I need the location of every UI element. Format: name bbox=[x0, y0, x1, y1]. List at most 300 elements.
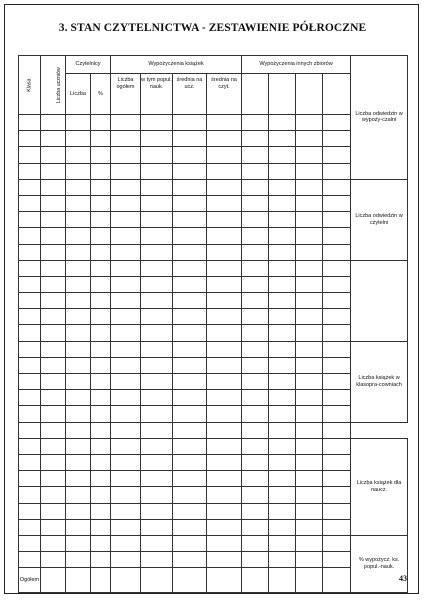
data-cell[interactable] bbox=[66, 115, 91, 131]
data-cell[interactable] bbox=[269, 147, 296, 163]
data-cell[interactable] bbox=[207, 519, 242, 535]
data-cell[interactable] bbox=[66, 212, 91, 228]
data-cell[interactable] bbox=[323, 260, 351, 276]
data-cell[interactable] bbox=[269, 131, 296, 147]
data-cell[interactable] bbox=[19, 212, 41, 228]
data-cell[interactable] bbox=[242, 260, 269, 276]
data-cell[interactable] bbox=[66, 260, 91, 276]
data-cell[interactable] bbox=[66, 552, 91, 568]
data-cell[interactable] bbox=[91, 487, 111, 503]
data-cell[interactable] bbox=[323, 357, 351, 373]
data-cell[interactable] bbox=[242, 552, 269, 568]
data-cell[interactable] bbox=[173, 195, 207, 211]
data-cell[interactable] bbox=[91, 535, 111, 551]
data-cell[interactable] bbox=[173, 422, 207, 438]
total-cell[interactable] bbox=[173, 568, 207, 593]
data-cell[interactable] bbox=[19, 179, 41, 195]
data-cell[interactable] bbox=[19, 341, 41, 357]
data-cell[interactable] bbox=[269, 293, 296, 309]
data-cell[interactable] bbox=[41, 260, 66, 276]
data-cell[interactable] bbox=[296, 115, 323, 131]
data-cell[interactable] bbox=[111, 552, 141, 568]
data-cell[interactable] bbox=[91, 228, 111, 244]
data-cell[interactable] bbox=[207, 454, 242, 470]
data-cell[interactable] bbox=[269, 454, 296, 470]
data-cell[interactable] bbox=[242, 454, 269, 470]
data-cell[interactable] bbox=[91, 471, 111, 487]
data-cell[interactable] bbox=[269, 374, 296, 390]
data-cell[interactable] bbox=[41, 179, 66, 195]
data-cell[interactable] bbox=[19, 374, 41, 390]
data-cell[interactable] bbox=[269, 195, 296, 211]
data-cell[interactable] bbox=[66, 228, 91, 244]
data-cell[interactable] bbox=[323, 552, 351, 568]
data-cell[interactable] bbox=[66, 454, 91, 470]
data-cell[interactable] bbox=[66, 503, 91, 519]
data-cell[interactable] bbox=[207, 325, 242, 341]
data-cell[interactable] bbox=[242, 471, 269, 487]
data-cell[interactable] bbox=[323, 179, 351, 195]
data-cell[interactable] bbox=[19, 471, 41, 487]
data-cell[interactable] bbox=[296, 357, 323, 373]
data-cell[interactable] bbox=[296, 163, 323, 179]
data-cell[interactable] bbox=[296, 487, 323, 503]
total-cell[interactable] bbox=[296, 568, 323, 593]
data-cell[interactable] bbox=[296, 244, 323, 260]
data-cell[interactable] bbox=[173, 503, 207, 519]
data-cell[interactable] bbox=[41, 325, 66, 341]
data-cell[interactable] bbox=[207, 374, 242, 390]
data-cell[interactable] bbox=[19, 503, 41, 519]
data-cell[interactable] bbox=[111, 519, 141, 535]
data-cell[interactable] bbox=[173, 309, 207, 325]
data-cell[interactable] bbox=[111, 454, 141, 470]
data-cell[interactable] bbox=[173, 228, 207, 244]
data-cell[interactable] bbox=[141, 454, 173, 470]
data-cell[interactable] bbox=[111, 438, 141, 454]
data-cell[interactable] bbox=[111, 195, 141, 211]
data-cell[interactable] bbox=[66, 195, 91, 211]
data-cell[interactable] bbox=[66, 276, 91, 292]
data-cell[interactable] bbox=[269, 228, 296, 244]
total-cell[interactable] bbox=[269, 568, 296, 593]
data-cell[interactable] bbox=[323, 390, 351, 406]
data-cell[interactable] bbox=[91, 519, 111, 535]
data-cell[interactable] bbox=[41, 115, 66, 131]
data-cell[interactable] bbox=[173, 406, 207, 422]
data-cell[interactable] bbox=[91, 357, 111, 373]
data-cell[interactable] bbox=[66, 438, 91, 454]
data-cell[interactable] bbox=[323, 422, 351, 438]
data-cell[interactable] bbox=[141, 503, 173, 519]
data-cell[interactable] bbox=[296, 406, 323, 422]
data-cell[interactable] bbox=[141, 293, 173, 309]
data-cell[interactable] bbox=[111, 535, 141, 551]
data-cell[interactable] bbox=[66, 293, 91, 309]
data-cell[interactable] bbox=[242, 438, 269, 454]
data-cell[interactable] bbox=[41, 438, 66, 454]
data-cell[interactable] bbox=[323, 212, 351, 228]
data-cell[interactable] bbox=[66, 341, 91, 357]
data-cell[interactable] bbox=[269, 163, 296, 179]
data-cell[interactable] bbox=[19, 454, 41, 470]
data-cell[interactable] bbox=[19, 195, 41, 211]
data-cell[interactable] bbox=[91, 552, 111, 568]
data-cell[interactable] bbox=[242, 293, 269, 309]
data-cell[interactable] bbox=[323, 115, 351, 131]
data-cell[interactable] bbox=[41, 195, 66, 211]
data-cell[interactable] bbox=[296, 309, 323, 325]
data-cell[interactable] bbox=[269, 325, 296, 341]
data-cell[interactable] bbox=[207, 341, 242, 357]
data-cell[interactable] bbox=[242, 325, 269, 341]
data-cell[interactable] bbox=[173, 341, 207, 357]
data-cell[interactable] bbox=[269, 438, 296, 454]
data-cell[interactable] bbox=[242, 195, 269, 211]
data-cell[interactable] bbox=[91, 438, 111, 454]
data-cell[interactable] bbox=[41, 276, 66, 292]
data-cell[interactable] bbox=[296, 471, 323, 487]
data-cell[interactable] bbox=[296, 341, 323, 357]
data-cell[interactable] bbox=[269, 519, 296, 535]
data-cell[interactable] bbox=[296, 260, 323, 276]
data-cell[interactable] bbox=[66, 390, 91, 406]
data-cell[interactable] bbox=[19, 535, 41, 551]
data-cell[interactable] bbox=[242, 503, 269, 519]
data-cell[interactable] bbox=[323, 131, 351, 147]
data-cell[interactable] bbox=[41, 390, 66, 406]
data-cell[interactable] bbox=[323, 341, 351, 357]
data-cell[interactable] bbox=[323, 309, 351, 325]
data-cell[interactable] bbox=[173, 390, 207, 406]
data-cell[interactable] bbox=[269, 357, 296, 373]
data-cell[interactable] bbox=[141, 244, 173, 260]
data-cell[interactable] bbox=[66, 163, 91, 179]
data-cell[interactable] bbox=[269, 309, 296, 325]
data-cell[interactable] bbox=[66, 244, 91, 260]
data-cell[interactable] bbox=[91, 293, 111, 309]
data-cell[interactable] bbox=[296, 454, 323, 470]
data-cell[interactable] bbox=[41, 357, 66, 373]
data-cell[interactable] bbox=[66, 406, 91, 422]
data-cell[interactable] bbox=[173, 438, 207, 454]
data-cell[interactable] bbox=[19, 309, 41, 325]
data-cell[interactable] bbox=[111, 487, 141, 503]
data-cell[interactable] bbox=[91, 503, 111, 519]
data-cell[interactable] bbox=[242, 276, 269, 292]
data-cell[interactable] bbox=[141, 374, 173, 390]
data-cell[interactable] bbox=[207, 406, 242, 422]
data-cell[interactable] bbox=[242, 535, 269, 551]
data-cell[interactable] bbox=[207, 228, 242, 244]
data-cell[interactable] bbox=[296, 535, 323, 551]
data-cell[interactable] bbox=[141, 276, 173, 292]
data-cell[interactable] bbox=[173, 115, 207, 131]
data-cell[interactable] bbox=[269, 406, 296, 422]
data-cell[interactable] bbox=[91, 390, 111, 406]
data-cell[interactable] bbox=[19, 115, 41, 131]
data-cell[interactable] bbox=[269, 212, 296, 228]
data-cell[interactable] bbox=[207, 276, 242, 292]
data-cell[interactable] bbox=[242, 115, 269, 131]
data-cell[interactable] bbox=[91, 195, 111, 211]
data-cell[interactable] bbox=[296, 374, 323, 390]
data-cell[interactable] bbox=[41, 406, 66, 422]
data-cell[interactable] bbox=[111, 357, 141, 373]
data-cell[interactable] bbox=[41, 147, 66, 163]
data-cell[interactable] bbox=[323, 519, 351, 535]
data-cell[interactable] bbox=[207, 195, 242, 211]
data-cell[interactable] bbox=[323, 195, 351, 211]
data-cell[interactable] bbox=[269, 260, 296, 276]
data-cell[interactable] bbox=[269, 179, 296, 195]
data-cell[interactable] bbox=[19, 163, 41, 179]
data-cell[interactable] bbox=[141, 212, 173, 228]
data-cell[interactable] bbox=[173, 374, 207, 390]
data-cell[interactable] bbox=[173, 487, 207, 503]
data-cell[interactable] bbox=[66, 535, 91, 551]
data-cell[interactable] bbox=[323, 406, 351, 422]
data-cell[interactable] bbox=[19, 438, 41, 454]
data-cell[interactable] bbox=[141, 325, 173, 341]
data-cell[interactable] bbox=[173, 212, 207, 228]
data-cell[interactable] bbox=[173, 244, 207, 260]
data-cell[interactable] bbox=[111, 228, 141, 244]
data-cell[interactable] bbox=[207, 147, 242, 163]
data-cell[interactable] bbox=[111, 260, 141, 276]
data-cell[interactable] bbox=[66, 309, 91, 325]
data-cell[interactable] bbox=[141, 471, 173, 487]
data-cell[interactable] bbox=[19, 422, 41, 438]
data-cell[interactable] bbox=[207, 115, 242, 131]
data-cell[interactable] bbox=[91, 212, 111, 228]
data-cell[interactable] bbox=[111, 325, 141, 341]
data-cell[interactable] bbox=[242, 163, 269, 179]
data-cell[interactable] bbox=[207, 212, 242, 228]
data-cell[interactable] bbox=[111, 276, 141, 292]
data-cell[interactable] bbox=[296, 195, 323, 211]
data-cell[interactable] bbox=[207, 357, 242, 373]
data-cell[interactable] bbox=[111, 179, 141, 195]
data-cell[interactable] bbox=[91, 276, 111, 292]
total-cell[interactable] bbox=[141, 568, 173, 593]
data-cell[interactable] bbox=[242, 179, 269, 195]
data-cell[interactable] bbox=[111, 163, 141, 179]
data-cell[interactable] bbox=[91, 374, 111, 390]
data-cell[interactable] bbox=[242, 390, 269, 406]
data-cell[interactable] bbox=[19, 519, 41, 535]
total-cell[interactable] bbox=[207, 568, 242, 593]
data-cell[interactable] bbox=[173, 552, 207, 568]
data-cell[interactable] bbox=[141, 115, 173, 131]
data-cell[interactable] bbox=[66, 422, 91, 438]
data-cell[interactable] bbox=[41, 244, 66, 260]
data-cell[interactable] bbox=[269, 422, 296, 438]
data-cell[interactable] bbox=[207, 535, 242, 551]
data-cell[interactable] bbox=[91, 260, 111, 276]
data-cell[interactable] bbox=[111, 374, 141, 390]
data-cell[interactable] bbox=[269, 115, 296, 131]
data-cell[interactable] bbox=[323, 503, 351, 519]
data-cell[interactable] bbox=[207, 552, 242, 568]
data-cell[interactable] bbox=[296, 325, 323, 341]
data-cell[interactable] bbox=[207, 131, 242, 147]
data-cell[interactable] bbox=[19, 244, 41, 260]
data-cell[interactable] bbox=[66, 357, 91, 373]
data-cell[interactable] bbox=[269, 341, 296, 357]
data-cell[interactable] bbox=[323, 163, 351, 179]
data-cell[interactable] bbox=[296, 503, 323, 519]
data-cell[interactable] bbox=[207, 293, 242, 309]
data-cell[interactable] bbox=[41, 519, 66, 535]
data-cell[interactable] bbox=[242, 487, 269, 503]
data-cell[interactable] bbox=[141, 535, 173, 551]
total-cell[interactable] bbox=[242, 568, 269, 593]
data-cell[interactable] bbox=[41, 422, 66, 438]
data-cell[interactable] bbox=[111, 115, 141, 131]
data-cell[interactable] bbox=[19, 147, 41, 163]
data-cell[interactable] bbox=[41, 552, 66, 568]
data-cell[interactable] bbox=[173, 454, 207, 470]
data-cell[interactable] bbox=[141, 487, 173, 503]
data-cell[interactable] bbox=[19, 131, 41, 147]
data-cell[interactable] bbox=[242, 131, 269, 147]
data-cell[interactable] bbox=[91, 325, 111, 341]
data-cell[interactable] bbox=[207, 422, 242, 438]
data-cell[interactable] bbox=[111, 147, 141, 163]
data-cell[interactable] bbox=[66, 325, 91, 341]
data-cell[interactable] bbox=[173, 276, 207, 292]
data-cell[interactable] bbox=[269, 487, 296, 503]
data-cell[interactable] bbox=[66, 487, 91, 503]
data-cell[interactable] bbox=[141, 179, 173, 195]
data-cell[interactable] bbox=[269, 552, 296, 568]
data-cell[interactable] bbox=[296, 147, 323, 163]
data-cell[interactable] bbox=[207, 244, 242, 260]
data-cell[interactable] bbox=[41, 212, 66, 228]
data-cell[interactable] bbox=[173, 179, 207, 195]
data-cell[interactable] bbox=[91, 147, 111, 163]
data-cell[interactable] bbox=[269, 471, 296, 487]
data-cell[interactable] bbox=[323, 438, 351, 454]
data-cell[interactable] bbox=[173, 163, 207, 179]
data-cell[interactable] bbox=[242, 309, 269, 325]
data-cell[interactable] bbox=[41, 131, 66, 147]
data-cell[interactable] bbox=[41, 309, 66, 325]
data-cell[interactable] bbox=[323, 244, 351, 260]
data-cell[interactable] bbox=[19, 325, 41, 341]
data-cell[interactable] bbox=[41, 535, 66, 551]
data-cell[interactable] bbox=[41, 293, 66, 309]
data-cell[interactable] bbox=[296, 131, 323, 147]
data-cell[interactable] bbox=[242, 406, 269, 422]
data-cell[interactable] bbox=[91, 115, 111, 131]
data-cell[interactable] bbox=[111, 471, 141, 487]
data-cell[interactable] bbox=[141, 147, 173, 163]
data-cell[interactable] bbox=[323, 454, 351, 470]
data-cell[interactable] bbox=[141, 341, 173, 357]
data-cell[interactable] bbox=[111, 244, 141, 260]
data-cell[interactable] bbox=[323, 228, 351, 244]
data-cell[interactable] bbox=[323, 487, 351, 503]
data-cell[interactable] bbox=[111, 293, 141, 309]
data-cell[interactable] bbox=[41, 374, 66, 390]
data-cell[interactable] bbox=[173, 293, 207, 309]
data-cell[interactable] bbox=[173, 260, 207, 276]
data-cell[interactable] bbox=[173, 325, 207, 341]
data-cell[interactable] bbox=[207, 487, 242, 503]
data-cell[interactable] bbox=[111, 341, 141, 357]
data-cell[interactable] bbox=[19, 406, 41, 422]
data-cell[interactable] bbox=[173, 535, 207, 551]
data-cell[interactable] bbox=[141, 195, 173, 211]
data-cell[interactable] bbox=[19, 487, 41, 503]
data-cell[interactable] bbox=[207, 390, 242, 406]
data-cell[interactable] bbox=[111, 390, 141, 406]
data-cell[interactable] bbox=[141, 309, 173, 325]
data-cell[interactable] bbox=[242, 341, 269, 357]
data-cell[interactable] bbox=[207, 438, 242, 454]
data-cell[interactable] bbox=[19, 260, 41, 276]
data-cell[interactable] bbox=[41, 487, 66, 503]
data-cell[interactable] bbox=[242, 519, 269, 535]
data-cell[interactable] bbox=[141, 519, 173, 535]
data-cell[interactable] bbox=[111, 406, 141, 422]
data-cell[interactable] bbox=[296, 519, 323, 535]
data-cell[interactable] bbox=[19, 228, 41, 244]
data-cell[interactable] bbox=[207, 163, 242, 179]
data-cell[interactable] bbox=[19, 357, 41, 373]
data-cell[interactable] bbox=[141, 163, 173, 179]
data-cell[interactable] bbox=[242, 422, 269, 438]
data-cell[interactable] bbox=[323, 276, 351, 292]
data-cell[interactable] bbox=[19, 390, 41, 406]
data-cell[interactable] bbox=[173, 519, 207, 535]
data-cell[interactable] bbox=[141, 390, 173, 406]
data-cell[interactable] bbox=[111, 309, 141, 325]
data-cell[interactable] bbox=[242, 147, 269, 163]
data-cell[interactable] bbox=[66, 471, 91, 487]
total-cell[interactable] bbox=[111, 568, 141, 593]
data-cell[interactable] bbox=[323, 471, 351, 487]
data-cell[interactable] bbox=[296, 212, 323, 228]
data-cell[interactable] bbox=[111, 422, 141, 438]
data-cell[interactable] bbox=[91, 406, 111, 422]
data-cell[interactable] bbox=[41, 471, 66, 487]
total-cell[interactable] bbox=[91, 568, 111, 593]
data-cell[interactable] bbox=[323, 293, 351, 309]
data-cell[interactable] bbox=[141, 422, 173, 438]
data-cell[interactable] bbox=[141, 228, 173, 244]
data-cell[interactable] bbox=[296, 228, 323, 244]
data-cell[interactable] bbox=[41, 228, 66, 244]
data-cell[interactable] bbox=[66, 131, 91, 147]
data-cell[interactable] bbox=[323, 147, 351, 163]
total-cell[interactable] bbox=[323, 568, 351, 593]
data-cell[interactable] bbox=[91, 422, 111, 438]
data-cell[interactable] bbox=[41, 341, 66, 357]
data-cell[interactable] bbox=[242, 374, 269, 390]
data-cell[interactable] bbox=[111, 212, 141, 228]
data-cell[interactable] bbox=[66, 519, 91, 535]
data-cell[interactable] bbox=[323, 535, 351, 551]
data-cell[interactable] bbox=[242, 357, 269, 373]
data-cell[interactable] bbox=[141, 260, 173, 276]
data-cell[interactable] bbox=[207, 503, 242, 519]
data-cell[interactable] bbox=[242, 228, 269, 244]
data-cell[interactable] bbox=[91, 309, 111, 325]
data-cell[interactable] bbox=[141, 131, 173, 147]
